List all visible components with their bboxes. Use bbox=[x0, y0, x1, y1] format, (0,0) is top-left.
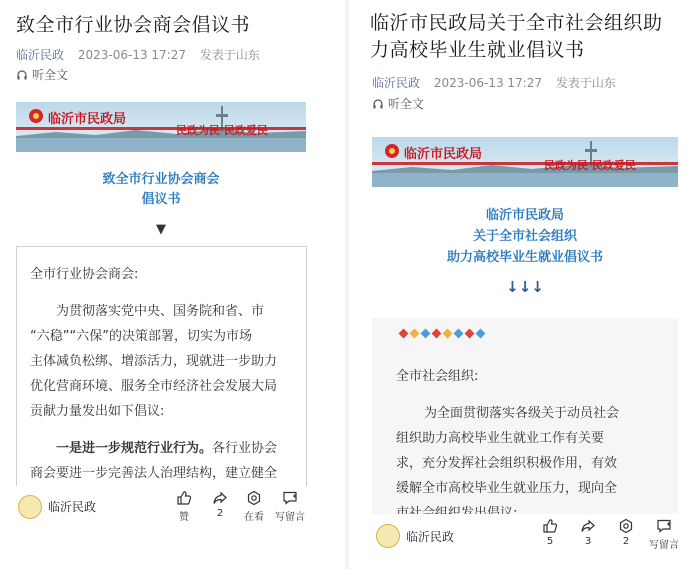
banner-slogan: 民政为民 民政爱民 bbox=[544, 159, 636, 172]
watching-icon bbox=[246, 490, 262, 506]
para-line-1: 为全面贯彻落实各级关于动员社会 bbox=[424, 406, 620, 421]
bureau-banner bbox=[372, 137, 678, 187]
down-triangle-icon: ▼ bbox=[156, 222, 166, 237]
para2-line-2: 商会要进一步完善法人治理结构，建立健全 bbox=[30, 466, 278, 481]
headphones-icon bbox=[372, 98, 384, 110]
title-line-1: 临沂市民政局关于全市社会组织助 bbox=[370, 12, 663, 34]
para-line-4: 缓解全市高校毕业生就业压力，现向全 bbox=[396, 481, 618, 496]
watching-icon bbox=[618, 518, 634, 534]
listen-label: 听全文 bbox=[388, 97, 425, 111]
heading-line-1: 临沂市民政局 bbox=[485, 208, 564, 223]
para2-rest: 各行业协会 bbox=[212, 441, 278, 456]
publish-location: 发表于山东 bbox=[555, 76, 616, 90]
title-line-2: 力高校毕业生就业倡议书 bbox=[370, 39, 585, 61]
watching-label: 在看 bbox=[244, 512, 264, 523]
article-title bbox=[370, 10, 690, 64]
left-article bbox=[0, 0, 342, 569]
heading-line-2: 倡议书 bbox=[141, 192, 181, 207]
account-logo[interactable] bbox=[18, 495, 42, 519]
watching-count: 2 bbox=[622, 536, 630, 547]
bureau-banner bbox=[16, 102, 306, 152]
salutation: 全市行业协会商会: bbox=[30, 267, 139, 282]
decorative-diamonds bbox=[400, 330, 484, 337]
heading-line-1: 致全市行业协会商会 bbox=[102, 172, 220, 187]
diamond-icon bbox=[421, 329, 431, 339]
diamond-icon bbox=[432, 329, 442, 339]
thumbs-up-icon bbox=[176, 490, 192, 506]
para-line-3: 求，充分发挥社会组织积极作用，有效 bbox=[396, 456, 618, 471]
publish-location: 发表于山东 bbox=[199, 48, 260, 62]
watching-button[interactable] bbox=[606, 518, 646, 547]
letter-body bbox=[30, 262, 300, 486]
comment-label: 写留言 bbox=[649, 540, 679, 551]
thumbs-up-icon bbox=[542, 518, 558, 534]
banner-bureau-name: 临沂市民政局 bbox=[404, 147, 483, 162]
bottom-action-bar bbox=[352, 514, 699, 556]
like-button[interactable] bbox=[530, 518, 570, 547]
para1-line-5: 贡献力量发出如下倡议: bbox=[30, 404, 165, 419]
down-arrows-icon: ↓↓↓ bbox=[506, 278, 544, 296]
para1-line-1: 为贯彻落实党中央、国务院和省、市 bbox=[56, 304, 265, 319]
share-icon bbox=[580, 518, 596, 534]
diamond-icon bbox=[410, 329, 420, 339]
para-line-2: 组织助力高校毕业生就业工作有关要 bbox=[396, 431, 605, 446]
para1-line-2: “六稳”“六保”的决策部署，切实为市场 bbox=[30, 329, 252, 344]
diamond-icon bbox=[454, 329, 464, 339]
heading-line-3: 助力高校毕业生就业倡议书 bbox=[446, 250, 603, 265]
like-count: 5 bbox=[546, 536, 554, 547]
article-heading bbox=[16, 170, 306, 210]
share-count: 3 bbox=[584, 536, 592, 547]
diamond-icon bbox=[465, 329, 475, 339]
letter-body bbox=[396, 364, 678, 526]
share-icon bbox=[212, 490, 228, 506]
like-label: 赞 bbox=[179, 512, 189, 523]
watching-button[interactable] bbox=[234, 490, 274, 523]
publish-time: 2023-06-13 17:27 bbox=[77, 48, 186, 62]
banner-bureau-name: 临沂市民政局 bbox=[48, 112, 127, 127]
article-title: 致全市行业协会商会倡议书 bbox=[16, 14, 251, 36]
headphones-icon bbox=[16, 69, 28, 81]
salutation: 全市社会组织: bbox=[396, 369, 479, 384]
comment-icon bbox=[656, 518, 672, 534]
para1-line-4: 优化营商环境、服务全市经济社会发展大局 bbox=[30, 379, 278, 394]
diamond-icon bbox=[476, 329, 486, 339]
listen-button[interactable] bbox=[372, 95, 424, 112]
diamond-icon bbox=[443, 329, 453, 339]
article-meta bbox=[16, 46, 260, 63]
publish-time: 2023-06-13 17:27 bbox=[433, 76, 542, 90]
comment-button[interactable] bbox=[644, 518, 684, 551]
article-meta bbox=[372, 74, 616, 91]
account-name[interactable]: 临沂民政 bbox=[406, 530, 455, 544]
right-article bbox=[352, 0, 699, 569]
para1-line-3: 主体减负松绑、增添活力，现就进一步助力 bbox=[30, 354, 278, 369]
article-heading bbox=[372, 205, 678, 268]
share-count: 2 bbox=[216, 508, 224, 519]
para2-bold: 一是进一步规范行业行为。 bbox=[56, 441, 213, 456]
comment-button[interactable] bbox=[270, 490, 310, 523]
listen-button[interactable] bbox=[16, 66, 68, 83]
diamond-icon bbox=[399, 329, 409, 339]
like-button[interactable] bbox=[164, 490, 204, 523]
banner-slogan: 民政为民 民政爱民 bbox=[176, 124, 268, 137]
account-logo[interactable] bbox=[376, 524, 400, 548]
listen-label: 听全文 bbox=[32, 68, 69, 82]
heading-line-2: 关于全市社会组织 bbox=[472, 229, 577, 244]
author-link[interactable]: 临沂民政 bbox=[372, 76, 421, 90]
comment-icon bbox=[282, 490, 298, 506]
comment-label: 写留言 bbox=[275, 512, 305, 523]
share-button[interactable] bbox=[568, 518, 608, 547]
bottom-action-bar bbox=[0, 486, 342, 526]
panel-divider bbox=[345, 0, 349, 569]
account-name[interactable]: 临沂民政 bbox=[48, 500, 97, 514]
author-link[interactable]: 临沂民政 bbox=[16, 48, 65, 62]
